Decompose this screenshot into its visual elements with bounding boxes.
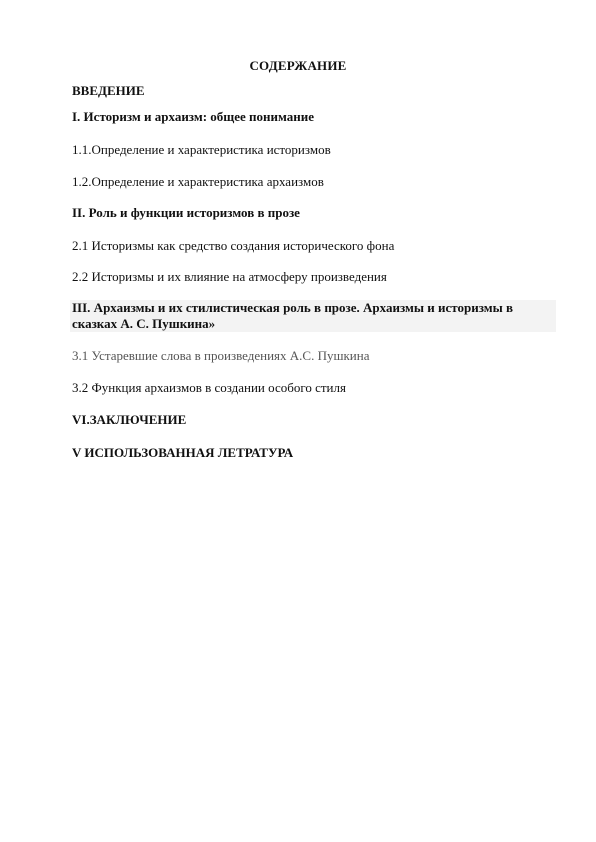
toc-item-1-2: 1.2.Определение и характеристика архаизмов — [72, 174, 324, 189]
toc-item-2-2: 2.2 Историзмы и их влияние на атмосферу произведения — [72, 269, 387, 284]
toc-item-2-1: 2.1 Историзмы как средство создания исторического фона — [72, 238, 395, 253]
toc-item-chapter-1: I. Историзм и архаизм: общее понимание — [72, 109, 315, 124]
toc-item-chapter-3: III. Архаизмы и их стилистическая роль в прозе. Архаизмы и историзмы в сказках А. С. Пушкина» — [70, 300, 556, 332]
toc-item-references: V ИСПОЛЬЗОВАННАЯ ЛЕТРАТУРА — [72, 445, 294, 460]
toc-item-introduction: ВВЕДЕНИЕ — [72, 83, 145, 98]
toc-item-3-1: 3.1 Устаревшие слова в произведениях А.С. Пушкина — [72, 348, 370, 363]
toc-title: СОДЕРЖАНИЕ — [249, 58, 347, 73]
toc-item-chapter-2: II. Роль и функции историзмов в прозе — [72, 205, 300, 220]
toc-item-conclusion: VI.ЗАКЛЮЧЕНИЕ — [72, 412, 187, 427]
toc-item-1-1: 1.1.Определение и характеристика историзмов — [72, 142, 331, 157]
toc-item-3-2: 3.2 Функция архаизмов в создании особого стиля — [72, 380, 346, 395]
